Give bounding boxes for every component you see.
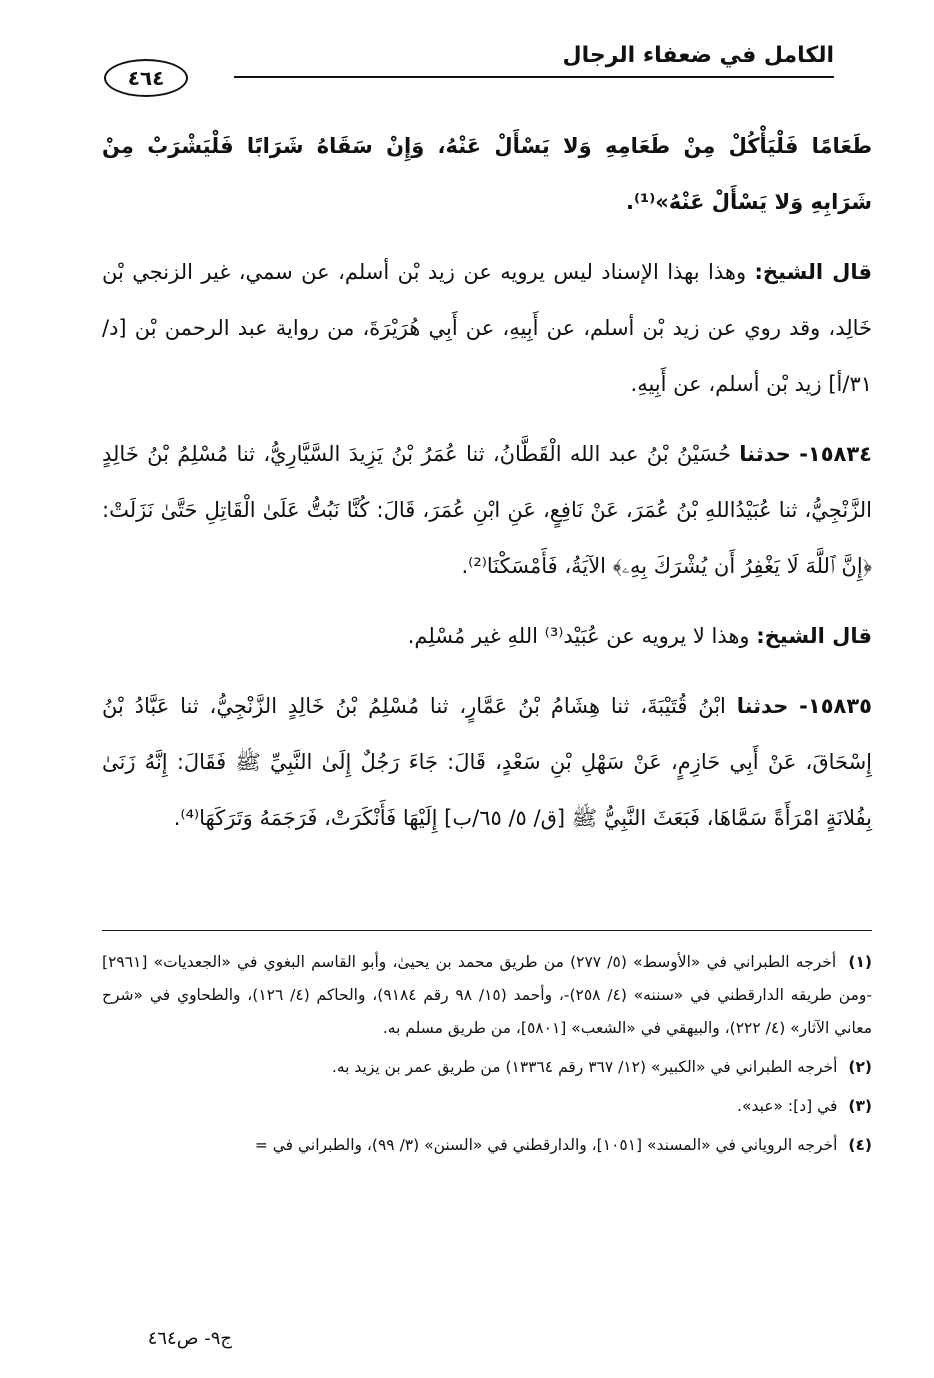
main-text [102,118,872,860]
page-header [104,40,834,90]
footnotes-divider [102,930,872,931]
footnote-mark: (٤) [848,1136,872,1154]
footnote [102,1090,872,1123]
paragraph-hadith-15835 [102,678,872,846]
hadith-text: حُسَيْنُ بْنُ عبد الله الْقَطَّانُ، ثنا عُمَرُ بْنُ يَزِيدَ السَّيَّارِيُّ، ثنا مُسْلِمُ بْنُ خَالِدٍ الزَّنْجِيُّ، ثنا عُبَيْدُاللهِ بْنُ عُمَرَ، عَنْ نَافِعٍ، عَنِ ابْنِ عُمَرَ، قَالَ: كُنَّا نَبُتُّ عَلَىٰ الْقَاتِلِ حَتَّىٰ نَزَلَتْ: ﴿إِنَّ ٱللَّهَ لَا يَغْفِرُ أَن يُشْرَكَ بِهِۦ﴾ الآيَةُ، فَأَمْسَكْنَا⁽²⁾. [102,442,872,578]
footnote [102,1051,872,1084]
paragraph-hadith-continuation: طَعَامًا فَلْيَأْكُلْ مِنْ طَعَامِهِ وَلا يَسْأَلْ عَنْهُ، وَإِنْ سَقَاهُ شَرَابًا فَلْيَشْرَبْ مِنْ شَرَابِهِ وَلا يَسْأَلْ عَنْهُ»⁽¹⁾. [102,134,872,214]
sheikh-label: قال الشيخ: [754,260,872,284]
header-rule [234,76,834,78]
hadith-number: ١٥٨٣٥- [799,694,872,718]
paragraph-hadith-15834 [102,426,872,594]
hadith-opening-label: حدثنا [736,694,789,718]
footnote [102,946,872,1045]
sheikh-label: قال الشيخ: [756,624,872,648]
hadith-text: ابْنُ قُتَيْبَةَ، ثنا هِشَامُ بْنُ عَمَّارٍ، ثنا مُسْلِمُ بْنُ خَالِدٍ الزَّنْجِيُّ، ثنا عَبَّادُ بْنُ إِسْحَاقَ، عَنْ أَبِي حَازِمٍ، عَنْ سَهْلِ بْنِ سَعْدٍ، قَالَ: جَاءَ رَجُلٌ إِلَىٰ النَّبِيِّ ﷺ فَقَالَ: إِنَّهُ زَنَىٰ بِفُلانَةٍ امْرَأَةً سَمَّاهَا، فَبَعَثَ النَّبِيُّ ﷺ [ق/ ٥/ ٦٥/ب] إِلَيْهَا فَأَنْكَرَتْ، فَرَجَمَهُ وَتَرَكَهَا⁽⁴⁾. [102,694,872,830]
footnote-mark: (٣) [848,1097,872,1115]
sheikh-comment-text: وهذا بهذا الإسناد ليس يرويه عن زيد بْن أسلم، عن سمي، غير الزنجي بْن خَالِد، وقد روي عن زيد بْن أسلم، عن أَبِيهِ، عن أَبِي هُرَيْرَةَ، من رواية عبد الرحمن بْن [د/ ٣١/أ] زيد بْن أسلم، عن أَبِيهِ. [102,260,872,396]
footnote-text: أخرجه الروياني في «المسند» [١٠٥١]، والدارقطني في «السنن» (٣/ ٩٩)، والطبراني في = [254,1136,838,1154]
footnote-text: أخرجه الطبراني في «الكبير» (١٢/ ٣٦٧ رقم ١٣٣٦٤) من طريق عمر بن يزيد به. [331,1058,838,1076]
page-number: ٤٦٤ [104,59,188,97]
footnote-mark: (١) [848,953,872,971]
paragraph-sheikh-comment-2 [102,608,872,664]
footnote-text: في [د]: «عبد». [737,1097,838,1115]
footnote [102,1129,872,1162]
paragraph-sheikh-comment-1 [102,244,872,412]
sheikh-comment-text: وهذا لا يرويه عن عُبَيْد⁽³⁾ اللهِ غير مُسْلِم. [407,624,750,648]
hadith-number: ١٥٨٣٤- [799,442,872,466]
running-title: الكامل في ضعفاء الرجال [562,43,834,68]
hadith-opening-label: حدثنا [739,442,791,466]
footnotes [102,946,872,1168]
volume-page-reference: ج٩- ص٤٦٤ [147,1328,232,1349]
footnote-text: أخرجه الطبراني في «الأوسط» (٥/ ٢٧٧) من طريق محمد بن يحيىٰ، وأبو القاسم البغوي في «الجعديات» [٢٩٦١] -ومن طريقه الدارقطني في «سننه» (٤/ ٢٥٨)-، وأحمد (١٥/ ٩٨ رقم ٩١٨٤)، والحاكم (٤/ ١٢٦)، والطحاوي في «شرح معاني الآثار» (٤/ ٢٢٢)، والبيهقي في «الشعب» [٥٨٠١]، من طريق مسلم به. [102,953,872,1037]
footnote-mark: (٢) [848,1058,872,1076]
